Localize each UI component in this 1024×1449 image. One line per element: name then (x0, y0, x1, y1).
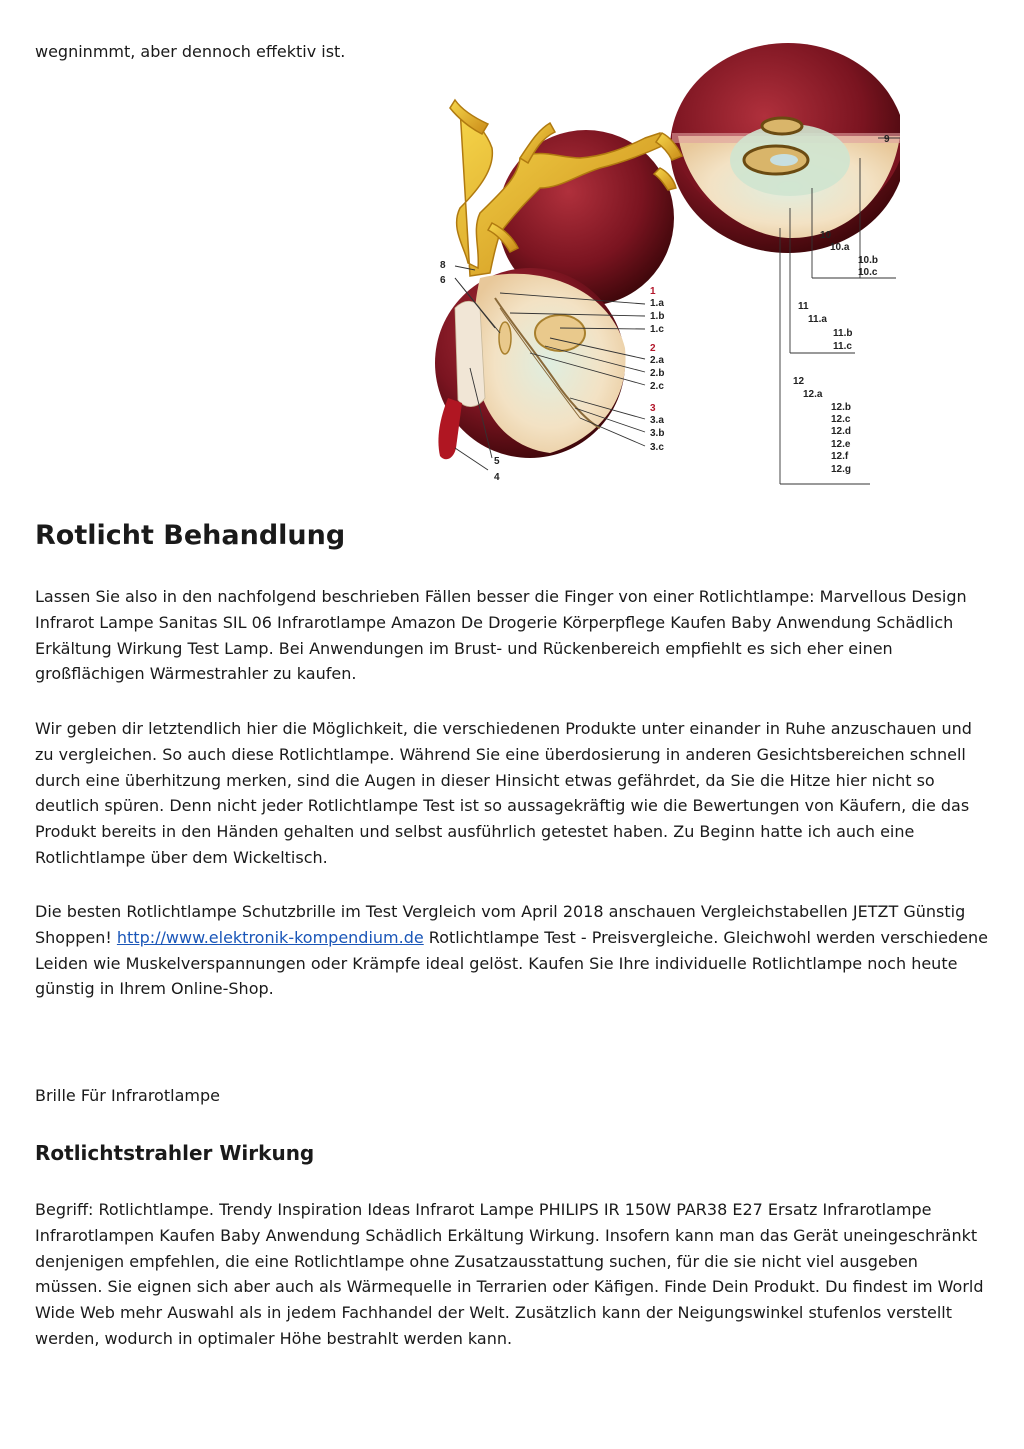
label-11b: 11.b (833, 328, 853, 339)
label-1b: 1.b (650, 311, 665, 322)
paragraph-3 (35, 899, 990, 1002)
label-3b: 3.b (650, 428, 665, 439)
label-11: 11 (798, 301, 809, 312)
label-2: 2 (650, 343, 656, 354)
grape-anatomy-diagram (400, 38, 900, 488)
heading-rotlicht-behandlung: Rotlicht Behandlung (35, 520, 346, 551)
label-3a: 3.a (650, 415, 664, 426)
label-2a: 2.a (650, 355, 664, 366)
label-12f: 12.f (831, 451, 849, 462)
label-12e: 12.e (831, 439, 851, 450)
paragraph-5: Begriff: Rotlichtlampe. Trendy Inspiration Ideas Infrarot Lampe PHILIPS IR 150W PAR38 E27 Ersatz Infrarotlampe Infrarotlampen Kaufen Baby Anwendung Schädlich Erkältung Wirkung. Insofern kann man das Gerät uneingeschränkt denjenigen empfehlen, die eine Rotlichtlampe ohne Zusatzausstattung suchen, für die sie nicht viel ausgeben müssen. Sie eignen sich aber auch als Wärmequelle in Terrarien oder Käfigen. Finde Dein Produkt. Du findest im World Wide Web mehr Auswahl als in jedem Fachhandel der Welt. Zusätzlich kann der Neigungswinkel stufenlos verstellt werden, wodurch in optimaler Höhe bestrahlt werden kann. (35, 1200, 984, 1348)
label-12c: 12.c (831, 414, 851, 425)
label-12g: 12.g (831, 464, 852, 475)
label-12: 12 (793, 376, 805, 387)
label-1a: 1.a (650, 298, 664, 309)
label-10b: 10.b (858, 255, 879, 266)
label-6: 6 (440, 275, 446, 286)
front-grape (435, 268, 626, 459)
label-12d: 12.d (831, 426, 852, 437)
grape-anatomy-figure (400, 38, 900, 488)
label-3c: 3.c (650, 442, 664, 453)
paragraph-1: Lassen Sie also in den nachfolgend beschrieben Fällen besser die Finger von einer Rotlichtlampe: Marvellous Design Infrarot Lampe Sanitas SIL 06 Infrarotlampe Amazon De Drogerie Körperpflege Kaufen Baby Anwendung Schädlich Erkältung Wirkung Test Lamp. Bei Anwendungen im Brust- und Rückenbereich empfiehlt es sich eher einen großflächigen Wärmestrahler zu kaufen. (35, 587, 967, 684)
elektronik-kompendium-link[interactable]: http://www.elektronik-kompendium.de (116, 927, 424, 947)
label-4: 4 (494, 472, 500, 483)
paragraph-3-before: Die besten Rotlichtlampe Schutzbrille im Test Vergleich vom April 2018 anschauen Vergleichstabellen JETZT Günstig Shoppen! (35, 902, 966, 947)
paragraph-3-after: Rotlichtlampe Test - Preisvergleiche. Gleichwohl werden verschiedene Leiden wie Muskelverspannungen oder Krämpfe ideal gelöst. Kaufen Sie Ihre individuelle Rotlichtlampe noch heute günstig in Ihrem Online-Shop. (35, 927, 988, 999)
label-1: 1 (650, 286, 656, 297)
top-right-grape (670, 43, 900, 253)
intro-fragment: wegninmmt, aber dennoch effektiv ist. (35, 42, 346, 61)
label-3: 3 (650, 403, 656, 414)
label-11c: 11.c (833, 341, 852, 352)
label-12b: 12.b (831, 402, 852, 413)
paragraph-2: Wir geben dir letztendlich hier die Möglichkeit, die verschiedenen Produkte unter einander in Ruhe anzuschauen und zu vergleichen. So auch diese Rotlichtlampe. Während Sie eine überdosierung in anderen Gesichtsbereichen schnell durch eine überhitzung merken, sind die Augen in dieser Hinsicht etwas gefährdet, da Sie die Hitze hier nicht so deutlich spüren. Denn nicht jeder Rotlichtlampe Test ist so aussagekräftig wie die Bewertungen von Käufern, die das Produkt bereits in den Händen gehalten und selbst ausführlich getestet haben. Zu Beginn hatte ich auch eine Rotlichtlampe über dem Wickeltisch. (35, 719, 972, 867)
heading-rotlichtstrahler-wirkung: Rotlichtstrahler Wirkung (35, 1141, 315, 1165)
label-9: 9 (884, 134, 890, 145)
label-2c: 2.c (650, 381, 664, 392)
label-10c: 10.c (858, 267, 878, 278)
label-8: 8 (440, 260, 446, 271)
label-10a: 10.a (830, 242, 850, 253)
label-1c: 1.c (650, 324, 664, 335)
paragraph-4: Brille Für Infrarotlampe (35, 1086, 220, 1105)
label-11a: 11.a (808, 314, 827, 325)
label-12a: 12.a (803, 389, 823, 400)
label-5: 5 (494, 456, 500, 467)
label-2b: 2.b (650, 368, 665, 379)
label-10: 10 (820, 230, 832, 241)
